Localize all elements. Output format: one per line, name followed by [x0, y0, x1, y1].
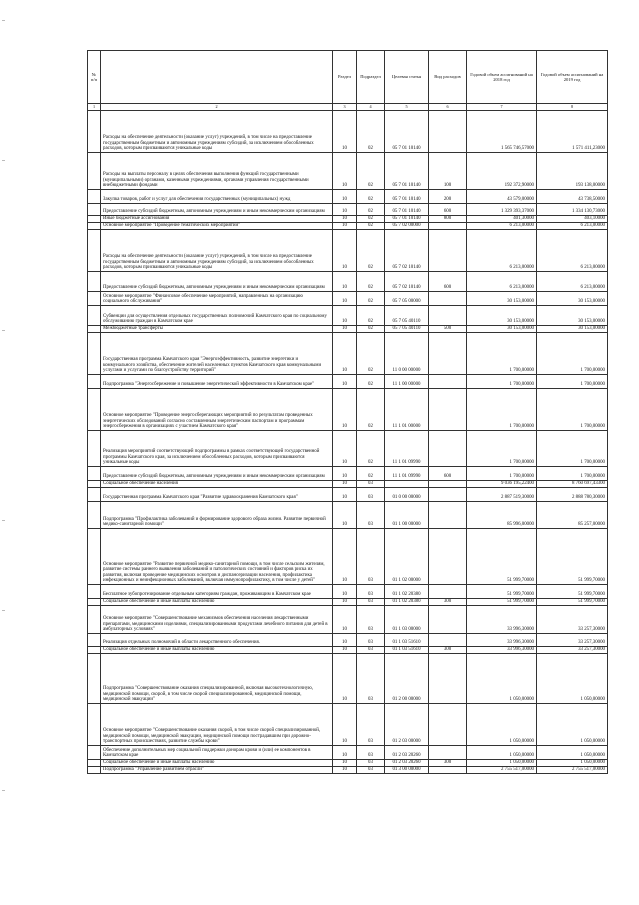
row-2019-cell: 1 050,00000 — [537, 654, 608, 704]
table-row — [88, 326, 608, 333]
row-podrazdel-cell: 03 — [357, 502, 385, 529]
row-podrazdel-cell: 03 — [357, 599, 385, 606]
row-podrazdel-cell: 03 — [357, 529, 385, 585]
row-2018-cell: 2 755 517,00000 — [467, 767, 537, 774]
row-name-cell: Основное мероприятие "Совершенствование оказания скорой, в том числе скорой специализированной, медицинской помощи, медицинской эвакуации, медицинской помощи пострадавшим при дорожно-транспортных происшествиях, развитие службы крови" — [101, 704, 333, 746]
row-statya-cell: 11 1 01 09990 — [385, 467, 429, 481]
row-2019-cell: 6 213,00000 — [537, 230, 608, 272]
table-row — [88, 306, 608, 326]
row-statya-cell: 01 1 02 00000 — [385, 529, 429, 585]
row-podrazdel-cell: 02 — [357, 389, 385, 431]
row-2018-cell: 6 213,00000 — [467, 223, 537, 230]
row-vid-cell — [429, 634, 467, 647]
header-row — [88, 51, 608, 104]
row-num-cell — [88, 585, 101, 599]
row-razdel-cell: 10 — [333, 230, 357, 272]
row-2019-cell: 6 213,00000 — [537, 272, 608, 292]
row-vid-cell — [429, 654, 467, 704]
row-name-cell: Реализация мероприятий соответствующей подпрограммы в рамках соответствующей государственной программы Камчатского края, за исключением обособленных расходов, которым присваиваются уникальные коды — [101, 431, 333, 467]
row-statya-cell: 01 1 03 00000 — [385, 606, 429, 634]
row-2019-cell: 1 700,00000 — [537, 389, 608, 431]
row-num-cell — [88, 333, 101, 375]
row-razdel-cell: 10 — [333, 654, 357, 704]
row-2018-cell: 30 153,00000 — [467, 326, 537, 333]
row-2019-cell: 1 700,00000 — [537, 333, 608, 375]
row-num-cell — [88, 488, 101, 502]
row-2019-cell: 33 257,30000 — [537, 606, 608, 634]
row-num-cell — [88, 272, 101, 292]
row-podrazdel-cell: 03 — [357, 704, 385, 746]
row-num-cell — [88, 502, 101, 529]
row-vid-cell — [429, 333, 467, 375]
row-vid-cell — [429, 529, 467, 585]
row-statya-cell: 05 7 01 10140 — [385, 190, 429, 204]
row-num-cell — [88, 216, 101, 223]
row-name-cell: Основное мероприятие "Развитие первичной медико-санитарной помощи, в том числе сельским жителям, развитие системы раннего выявления заболеваний и патологических состояний и факторов риска их развития, включая проведение медицинских осмотров и диспансеризации населения, профилактика инфекционных и неинфекционных заболеваний, включая иммунопрофилактику, в том числе у детей" — [101, 529, 333, 585]
row-podrazdel-cell: 02 — [357, 111, 385, 153]
table-row — [88, 599, 608, 606]
header-name — [101, 51, 333, 104]
row-statya-cell: 01 2 03 00000 — [385, 704, 429, 746]
header-2018: Годовой объем ассигнований на 2018 год — [467, 51, 537, 104]
row-vid-cell — [429, 223, 467, 230]
row-2019-cell: 1 050,00000 — [537, 704, 608, 746]
table-body — [88, 111, 608, 774]
row-vid-cell: 300 — [429, 760, 467, 767]
row-statya-cell: 05 7 01 10140 — [385, 204, 429, 216]
row-podrazdel-cell: 02 — [357, 375, 385, 389]
row-2019-cell: 33 257,30000 — [537, 634, 608, 647]
row-vid-cell: 800 — [429, 216, 467, 223]
table-row — [88, 606, 608, 634]
row-2018-cell: 51 999,70000 — [467, 599, 537, 606]
row-name-cell: Подпрограмма "Профилактика заболеваний и формирование здорового образа жизни. Развитие первичной медико-санитарной помощи" — [101, 502, 333, 529]
row-num-cell — [88, 481, 101, 488]
row-vid-cell — [429, 306, 467, 326]
row-name-cell: Обеспечение дополнительных мер социальной поддержки донорам крови и (или) ее компонентов в Камчатском крае — [101, 746, 333, 760]
row-num-cell — [88, 204, 101, 216]
header-vid: Вид расходов — [429, 51, 467, 104]
row-name-cell: Расходы на обеспечение деятельности (оказание услуг) учреждений, в том числе на предоставление государственным бюджетным и автономным учреждениям субсидий, за исключением обособленных расходов, которым присваиваются уникальные коды — [101, 111, 333, 153]
row-razdel-cell: 10 — [333, 767, 357, 774]
table-row — [88, 230, 608, 272]
row-2019-cell: 1 050,00000 — [537, 760, 608, 767]
row-razdel-cell: 10 — [333, 488, 357, 502]
row-statya-cell: 05 7 01 10140 — [385, 153, 429, 190]
row-razdel-cell: 10 — [333, 634, 357, 647]
table-row — [88, 223, 608, 230]
row-2019-cell: 403,10000 — [537, 216, 608, 223]
row-statya-cell: 01 2 03 20260 — [385, 746, 429, 760]
row-name-cell: Реализация отдельных полномочий в области лекарственного обеспечения. — [101, 634, 333, 647]
row-razdel-cell: 10 — [333, 704, 357, 746]
header-podrazdel: Подраздел — [357, 51, 385, 104]
row-2019-cell: 1 334 130,73000 — [537, 204, 608, 216]
row-razdel-cell: 10 — [333, 190, 357, 204]
row-name-cell: Иные бюджетные ассигнования — [101, 216, 333, 223]
row-name-cell: Расходы на обеспечение деятельности (оказание услуг) учреждений, в том числе на предоставление государственным бюджетным и автономным учреждениям субсидий, за исключением обособленных расходов, которым присваиваются уникальные коды — [101, 230, 333, 272]
row-num-cell — [88, 431, 101, 467]
row-name-cell: Предоставление субсидий бюджетным, автономным учреждениям и иным некоммерческим организациям — [101, 467, 333, 481]
row-podrazdel-cell: 03 — [357, 767, 385, 774]
row-2019-cell: 85 257,00000 — [537, 502, 608, 529]
row-razdel-cell: 10 — [333, 292, 357, 306]
row-2019-cell: 8 760 697,43300 — [537, 481, 608, 488]
row-name-cell: Социальное обеспечение и иные выплаты населению — [101, 760, 333, 767]
row-2018-cell: 1 700,00000 — [467, 431, 537, 467]
row-2018-cell: 51 999,70000 — [467, 529, 537, 585]
row-podrazdel-cell: 03 — [357, 634, 385, 647]
row-num-cell — [88, 760, 101, 767]
index-cell: 6 — [429, 104, 467, 111]
row-num-cell — [88, 746, 101, 760]
row-2019-cell: 1 050,00000 — [537, 746, 608, 760]
row-statya-cell: 01 2 03 20260 — [385, 760, 429, 767]
row-num-cell — [88, 647, 101, 654]
row-podrazdel-cell: 03 — [357, 654, 385, 704]
table-row — [88, 216, 608, 223]
table-row — [88, 481, 608, 488]
row-name-cell: Социальное обеспечение и иные выплаты населению — [101, 647, 333, 654]
row-podrazdel-cell: 02 — [357, 230, 385, 272]
row-razdel-cell: 10 — [333, 746, 357, 760]
budget-table — [87, 50, 608, 774]
row-num-cell — [88, 111, 101, 153]
row-2018-cell: 1 050,00000 — [467, 746, 537, 760]
index-cell: 7 — [467, 104, 537, 111]
row-statya-cell: 05 7 02 00000 — [385, 223, 429, 230]
row-2019-cell: 2 755 517,00000 — [537, 767, 608, 774]
row-razdel-cell: 10 — [333, 272, 357, 292]
row-2019-cell: 51 999,70000 — [537, 585, 608, 599]
row-razdel-cell: 10 — [333, 529, 357, 585]
row-vid-cell — [429, 488, 467, 502]
row-podrazdel-cell: 02 — [357, 431, 385, 467]
row-vid-cell — [429, 292, 467, 306]
row-2019-cell: 2 888 780,30000 — [537, 488, 608, 502]
row-2018-cell: 9 036 195,22400 — [467, 481, 537, 488]
row-name-cell: Подпрограмма "Управление развитием отрасли" — [101, 767, 333, 774]
table-row — [88, 704, 608, 746]
row-podrazdel-cell: 02 — [357, 216, 385, 223]
row-statya-cell: 01 1 02 20380 — [385, 599, 429, 606]
row-num-cell — [88, 326, 101, 333]
row-statya-cell: 01 3 00 00000 — [385, 767, 429, 774]
row-num-cell — [88, 223, 101, 230]
row-statya-cell: 05 7 02 10140 — [385, 272, 429, 292]
row-statya-cell: 05 7 01 10140 — [385, 216, 429, 223]
row-podrazdel-cell: 02 — [357, 153, 385, 190]
row-statya-cell: 01 1 00 00000 — [385, 502, 429, 529]
table-row — [88, 767, 608, 774]
row-2018-cell: 1 329 393,37000 — [467, 204, 537, 216]
table-row — [88, 467, 608, 481]
row-num-cell — [88, 292, 101, 306]
row-2019-cell: 193 138,00000 — [537, 153, 608, 190]
row-statya-cell: 11 1 01 09990 — [385, 431, 429, 467]
row-podrazdel-cell: 02 — [357, 223, 385, 230]
row-razdel-cell: 10 — [333, 216, 357, 223]
table-row — [88, 333, 608, 375]
row-2018-cell: 1 700,00000 — [467, 389, 537, 431]
row-vid-cell: 300 — [429, 647, 467, 654]
table-row — [88, 389, 608, 431]
row-vid-cell — [429, 767, 467, 774]
row-statya-cell: 01 1 02 20380 — [385, 585, 429, 599]
row-2019-cell: 6 213,00000 — [537, 223, 608, 230]
row-2019-cell: 43 738,50000 — [537, 190, 608, 204]
row-num-cell — [88, 306, 101, 326]
row-razdel-cell: 10 — [333, 585, 357, 599]
row-2019-cell: 30 153,00000 — [537, 326, 608, 333]
row-statya-cell: 05 7 05 40110 — [385, 306, 429, 326]
row-podrazdel-cell: 03 — [357, 481, 385, 488]
row-num-cell — [88, 767, 101, 774]
table-row — [88, 654, 608, 704]
row-num-cell — [88, 634, 101, 647]
row-name-cell: Социальное обеспечение населения — [101, 481, 333, 488]
row-name-cell: Основное мероприятие "Проведение энергосберегающих мероприятий по результатам проведенных энергетических обследований согласно составленным энергетическим паспортам и программам энергосбережения в организациях с участием Камчатского края" — [101, 389, 333, 431]
table-row — [88, 153, 608, 190]
row-podrazdel-cell: 02 — [357, 204, 385, 216]
row-2019-cell: 30 153,00000 — [537, 292, 608, 306]
row-razdel-cell: 10 — [333, 760, 357, 767]
row-statya-cell: 11 1 00 00000 — [385, 375, 429, 389]
row-vid-cell — [429, 431, 467, 467]
table-row — [88, 502, 608, 529]
row-2019-cell: 51 999,70000 — [537, 529, 608, 585]
row-podrazdel-cell: 03 — [357, 606, 385, 634]
row-2018-cell: 1 050,00000 — [467, 704, 537, 746]
row-statya-cell: 05 7 05 40110 — [385, 326, 429, 333]
row-name-cell: Подпрограмма "Совершенствование оказания специализированной, включая высокотехнологичную, медицинской помощи, скорой, в том числе скорой специализированной, медицинской помощи, медицинской эвакуации" — [101, 654, 333, 704]
row-razdel-cell: 10 — [333, 647, 357, 654]
row-2018-cell: 2 887 519,30000 — [467, 488, 537, 502]
row-2019-cell: 1 571 411,23000 — [537, 111, 608, 153]
row-name-cell: Закупка товаров, работ и услуг для обеспечения государственных (муниципальных) нужд — [101, 190, 333, 204]
row-podrazdel-cell: 03 — [357, 647, 385, 654]
row-2018-cell: 401,30000 — [467, 216, 537, 223]
table-row — [88, 272, 608, 292]
row-2018-cell: 51 999,70000 — [467, 585, 537, 599]
row-2018-cell: 43 579,00000 — [467, 190, 537, 204]
row-name-cell: Подпрограмма "Энергосбережение и повышение энергетической эффективности в Камчатском крае" — [101, 375, 333, 389]
index-row — [88, 104, 608, 111]
index-cell: 5 — [385, 104, 429, 111]
row-vid-cell: 200 — [429, 190, 467, 204]
row-num-cell — [88, 389, 101, 431]
table-row — [88, 634, 608, 647]
row-num-cell — [88, 153, 101, 190]
row-podrazdel-cell: 03 — [357, 488, 385, 502]
row-podrazdel-cell: 02 — [357, 306, 385, 326]
row-name-cell: Субвенции для осуществления отдельных государственных полномочий Камчатского края по социальному обслуживанию граждан в Камчатском крае — [101, 306, 333, 326]
row-2019-cell: 51 999,70000 — [537, 599, 608, 606]
row-2018-cell: 192 372,90000 — [467, 153, 537, 190]
row-2018-cell: 1 700,00000 — [467, 375, 537, 389]
table-row — [88, 111, 608, 153]
row-name-cell: Бесплатное зубопротезирование отдельным категориям граждан, проживающим в Камчатском крае — [101, 585, 333, 599]
row-vid-cell — [429, 481, 467, 488]
row-vid-cell — [429, 502, 467, 529]
row-vid-cell — [429, 585, 467, 599]
row-name-cell: Основное мероприятие "Совершенствование механизмов обеспечения населения лекарственными препаратами, медицинскими изделиями, специализированными продуктами лечебного питания для детей в амбулаторных условиях" — [101, 606, 333, 634]
row-2019-cell: 33 257,30000 — [537, 647, 608, 654]
row-2018-cell: 33 996,30000 — [467, 606, 537, 634]
row-razdel-cell: 10 — [333, 481, 357, 488]
row-num-cell — [88, 599, 101, 606]
table-row — [88, 375, 608, 389]
row-statya-cell: 11 1 01 00000 — [385, 389, 429, 431]
row-razdel-cell: 10 — [333, 204, 357, 216]
row-vid-cell — [429, 606, 467, 634]
row-name-cell: Предоставление субсидий бюджетным, автономным учреждениям и иным некоммерческим организациям — [101, 272, 333, 292]
row-podrazdel-cell: 03 — [357, 760, 385, 767]
row-vid-cell: 300 — [429, 599, 467, 606]
row-razdel-cell: 10 — [333, 606, 357, 634]
row-2019-cell: 30 153,00000 — [537, 306, 608, 326]
row-vid-cell — [429, 230, 467, 272]
table-row — [88, 529, 608, 585]
index-cell: 4 — [357, 104, 385, 111]
row-statya-cell: 05 7 02 10140 — [385, 230, 429, 272]
row-podrazdel-cell: 02 — [357, 292, 385, 306]
index-cell: 2 — [101, 104, 333, 111]
row-vid-cell: 600 — [429, 272, 467, 292]
row-2019-cell: 1 700,00000 — [537, 431, 608, 467]
row-name-cell: Предоставление субсидий бюджетным, автономным учреждениям и иным некоммерческим организациям — [101, 204, 333, 216]
row-2018-cell: 30 153,00000 — [467, 306, 537, 326]
row-statya-cell: 05 7 05 00000 — [385, 292, 429, 306]
row-razdel-cell: 10 — [333, 375, 357, 389]
row-2018-cell: 33 996,30000 — [467, 634, 537, 647]
row-podrazdel-cell: 03 — [357, 746, 385, 760]
row-statya-cell: 05 7 01 10140 — [385, 111, 429, 153]
row-razdel-cell: 10 — [333, 223, 357, 230]
row-name-cell: Основное мероприятие "Проведение тематических мероприятий" — [101, 223, 333, 230]
row-podrazdel-cell: 02 — [357, 190, 385, 204]
row-podrazdel-cell: 02 — [357, 333, 385, 375]
row-name-cell: Межбюджетные трансферты — [101, 326, 333, 333]
row-num-cell — [88, 606, 101, 634]
row-num-cell — [88, 375, 101, 389]
row-statya-cell: 01 0 00 00000 — [385, 488, 429, 502]
table-row — [88, 190, 608, 204]
row-2019-cell: 1 700,00000 — [537, 467, 608, 481]
row-num-cell — [88, 529, 101, 585]
row-razdel-cell: 10 — [333, 153, 357, 190]
row-2018-cell: 85 996,00000 — [467, 502, 537, 529]
row-statya-cell: 11 0 00 00000 — [385, 333, 429, 375]
row-podrazdel-cell: 03 — [357, 585, 385, 599]
row-2018-cell: 33 996,30000 — [467, 647, 537, 654]
row-vid-cell: 100 — [429, 153, 467, 190]
row-vid-cell: 600 — [429, 204, 467, 216]
row-vid-cell: 600 — [429, 467, 467, 481]
row-num-cell — [88, 704, 101, 746]
table-row — [88, 647, 608, 654]
row-vid-cell — [429, 704, 467, 746]
row-vid-cell: 500 — [429, 326, 467, 333]
index-cell: 8 — [537, 104, 608, 111]
row-name-cell: Государственная программа Камчатского края "Энергоэффективность, развитие энергетики и коммунального хозяйства, обеспечение жителей населенных пунктов Камчатского края коммунальными услугами и услугами по благоустройству территорий" — [101, 333, 333, 375]
table-row — [88, 585, 608, 599]
header-razdel: Раздел — [333, 51, 357, 104]
header-num: № п/п — [88, 51, 101, 104]
table-row — [88, 488, 608, 502]
row-2018-cell: 6 213,00000 — [467, 272, 537, 292]
row-name-cell: Социальное обеспечение и иные выплаты населению — [101, 599, 333, 606]
table-row — [88, 204, 608, 216]
row-vid-cell — [429, 111, 467, 153]
row-razdel-cell: 10 — [333, 502, 357, 529]
row-razdel-cell: 10 — [333, 467, 357, 481]
index-cell: 1 — [88, 104, 101, 111]
row-podrazdel-cell: 02 — [357, 326, 385, 333]
table-row — [88, 760, 608, 767]
header-2019: Годовой объем ассигнований на 2019 год — [537, 51, 608, 104]
row-name-cell: Основное мероприятие "Финансовое обеспечение мероприятий, направленных на организацию социального обслуживания" — [101, 292, 333, 306]
index-cell: 3 — [333, 104, 357, 111]
row-2018-cell: 1 050,00000 — [467, 760, 537, 767]
row-2018-cell: 1 700,00000 — [467, 333, 537, 375]
table-row — [88, 292, 608, 306]
row-razdel-cell: 10 — [333, 333, 357, 375]
row-podrazdel-cell: 02 — [357, 467, 385, 481]
row-statya-cell: 01 1 03 51610 — [385, 647, 429, 654]
row-razdel-cell: 10 — [333, 111, 357, 153]
row-name-cell: Государственная программа Камчатского края "Развитие здравоохранения Камчатского края" — [101, 488, 333, 502]
row-podrazdel-cell: 02 — [357, 272, 385, 292]
row-vid-cell — [429, 389, 467, 431]
row-vid-cell — [429, 746, 467, 760]
row-razdel-cell: 10 — [333, 599, 357, 606]
table-row — [88, 431, 608, 467]
row-vid-cell — [429, 375, 467, 389]
row-2018-cell: 6 213,00000 — [467, 230, 537, 272]
row-num-cell — [88, 467, 101, 481]
row-name-cell: Расходы на выплаты персоналу в целях обеспечения выполнения функций государственными (муниципальными) органами, казенными учреждениями, органами управления государственными внебюджетными фондами — [101, 153, 333, 190]
row-statya-cell — [385, 481, 429, 488]
row-2018-cell: 30 153,00000 — [467, 292, 537, 306]
row-num-cell — [88, 654, 101, 704]
table-row — [88, 746, 608, 760]
row-2019-cell: 1 700,00000 — [537, 375, 608, 389]
row-razdel-cell: 10 — [333, 306, 357, 326]
row-2018-cell: 1 565 746,57000 — [467, 111, 537, 153]
row-2018-cell: 1 700,00000 — [467, 467, 537, 481]
row-num-cell — [88, 230, 101, 272]
row-razdel-cell: 10 — [333, 326, 357, 333]
row-statya-cell: 01 1 03 51610 — [385, 634, 429, 647]
row-razdel-cell: 10 — [333, 389, 357, 431]
row-2018-cell: 1 050,00000 — [467, 654, 537, 704]
row-razdel-cell: 10 — [333, 431, 357, 467]
row-statya-cell: 01 2 00 00000 — [385, 654, 429, 704]
header-statya: Целевая статья — [385, 51, 429, 104]
row-num-cell — [88, 190, 101, 204]
budget-table-sheet — [87, 50, 607, 774]
